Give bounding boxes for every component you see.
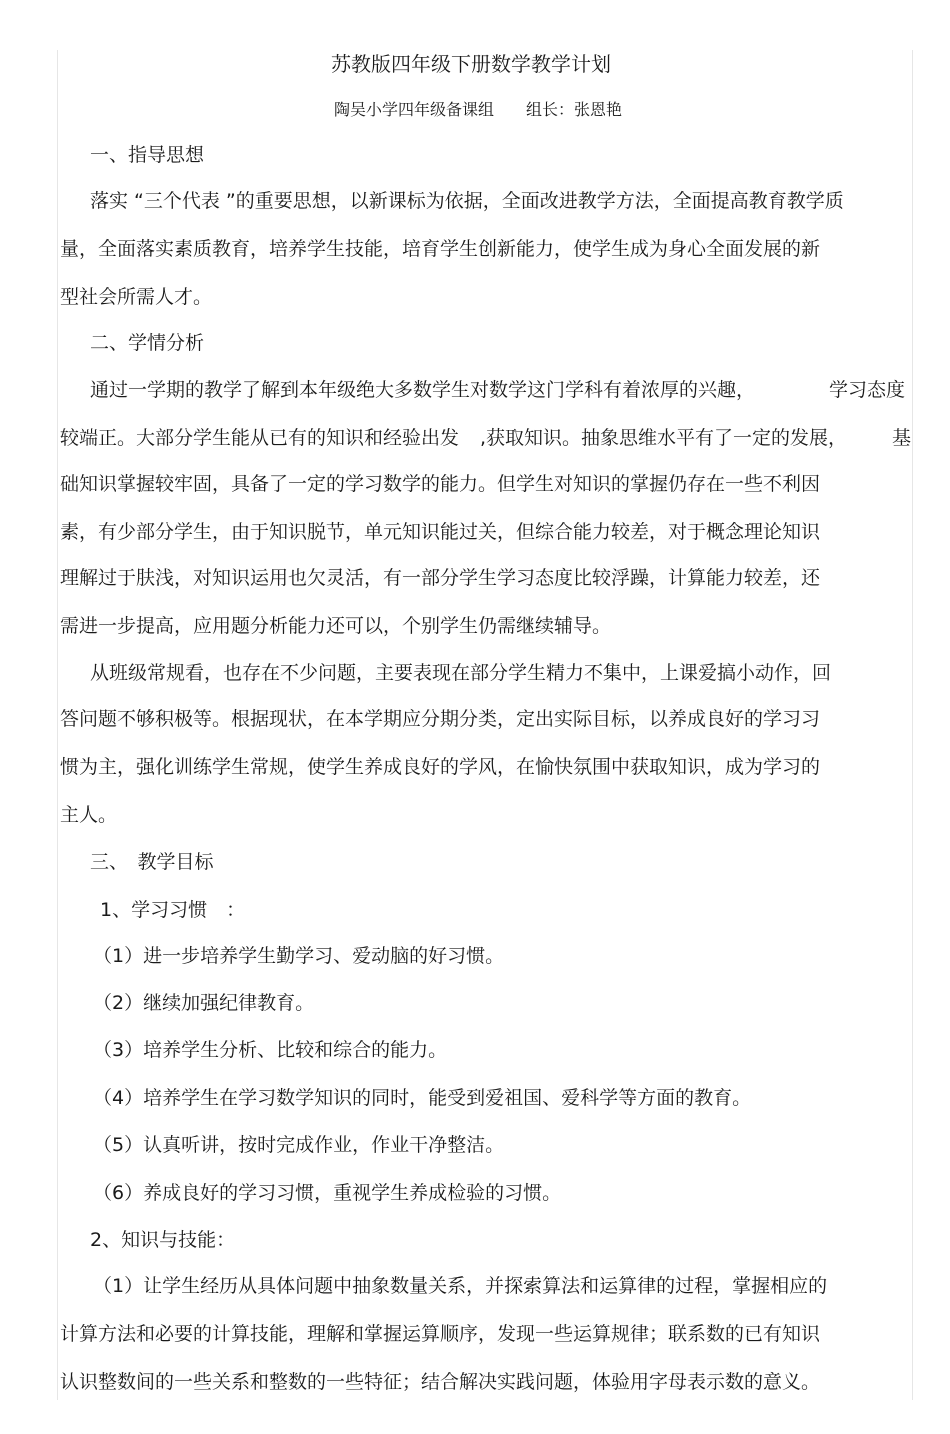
paragraph-line: 通过一学期的教学了解到本年级绝大多数学生对数学这门学科有着浓厚的兴趣， [90,379,756,401]
list-item: （4）培养学生在学习数学知识的同时，能受到爱祖国、爱科学等方面的教育。 [93,1087,752,1109]
paragraph-line: 计算方法和必要的计算技能，理解和掌握运算顺序，发现一些运算规律；联系数的已有知识 [60,1323,821,1345]
section-heading-guiding-ideology: 一、指导思想 [90,144,205,166]
list-item: （2）继续加强纪律教育。 [93,992,315,1014]
paragraph-line: ,获取知识。抽象思维水平有了一定的发展， [480,427,848,449]
paragraph-line: 需进一步提高，应用题分析能力还可以，个别学生仍需继续辅导。 [60,615,612,637]
paragraph-line: 从班级常规看，也存在不少问题，主要表现在部分学生精力不集中，上课爱搞小动作，回 [90,662,832,684]
section-heading-student-analysis: 二、学情分析 [90,332,205,354]
paragraph-line: 答问题不够积极等。根据现状，在本学期应分期分类，定出实际目标，以养成良好的学习习 [60,708,821,730]
paragraph-line: 础知识掌握较牢固，具备了一定的学习数学的能力。但学生对知识的掌握仍存在一些不利因 [60,473,821,495]
paragraph-line: 理解过于肤浅，对知识运用也欠灵活，有一部分学生学习态度比较浮躁，计算能力较差，还 [60,567,821,589]
document-title: 苏教版四年级下册数学教学计划 [331,52,611,76]
list-item: （3）培养学生分析、比较和综合的能力。 [93,1039,448,1061]
paragraph-line: 主人。 [60,804,118,826]
paragraph-line: 量，全面落实素质教育，培养学生技能，培育学生创新能力，使学生成为身心全面发展的新 [60,238,821,260]
list-item: （1）进一步培养学生勤学习、爱动脑的好习惯。 [93,945,505,967]
list-item: （1）让学生经历从具体问题中抽象数量关系，并探索算法和运算律的过程，掌握相应的 [93,1275,828,1297]
document-subtitle: 陶吴小学四年级备课组 组长：张恩艳 [334,100,623,119]
subheading-knowledge-skills: 2、知识与技能： [90,1229,236,1251]
list-item: （5）认真听讲，按时完成作业，作业干净整洁。 [93,1134,505,1156]
list-item: （6）养成良好的学习习惯，重视学生养成检验的习惯。 [93,1182,562,1204]
paragraph-line: 惯为主，强化训练学生常规，使学生养成良好的学风，在愉快氛围中获取知识，成为学习的 [60,756,821,778]
paragraph-line: 基 [892,427,912,449]
paragraph-line: 落实 “三个代表 ”的重要思想，以新课标为依据，全面改进教学方法，全面提高教育教学质 [90,190,844,212]
paragraph-line: 较端正。大部分学生能从已有的知识和经验出发 [60,427,460,449]
subheading-study-habits: 1、学习习惯 ： [100,899,246,921]
page-right-edge [912,50,913,1400]
paragraph-line: 素，有少部分学生，由于知识脱节，单元知识能过关，但综合能力较差，对于概念理论知识 [60,521,821,543]
paragraph-line: 认识整数间的一些关系和整数的一些特征；结合解决实践问题，体验用字母表示数的意义。 [60,1371,821,1393]
page-left-edge [57,50,58,1400]
section-heading-teaching-goals: 三、 教学目标 [90,851,214,873]
paragraph-line: 型社会所需人才。 [60,286,213,308]
paragraph-line: 学习态度 [829,379,906,401]
